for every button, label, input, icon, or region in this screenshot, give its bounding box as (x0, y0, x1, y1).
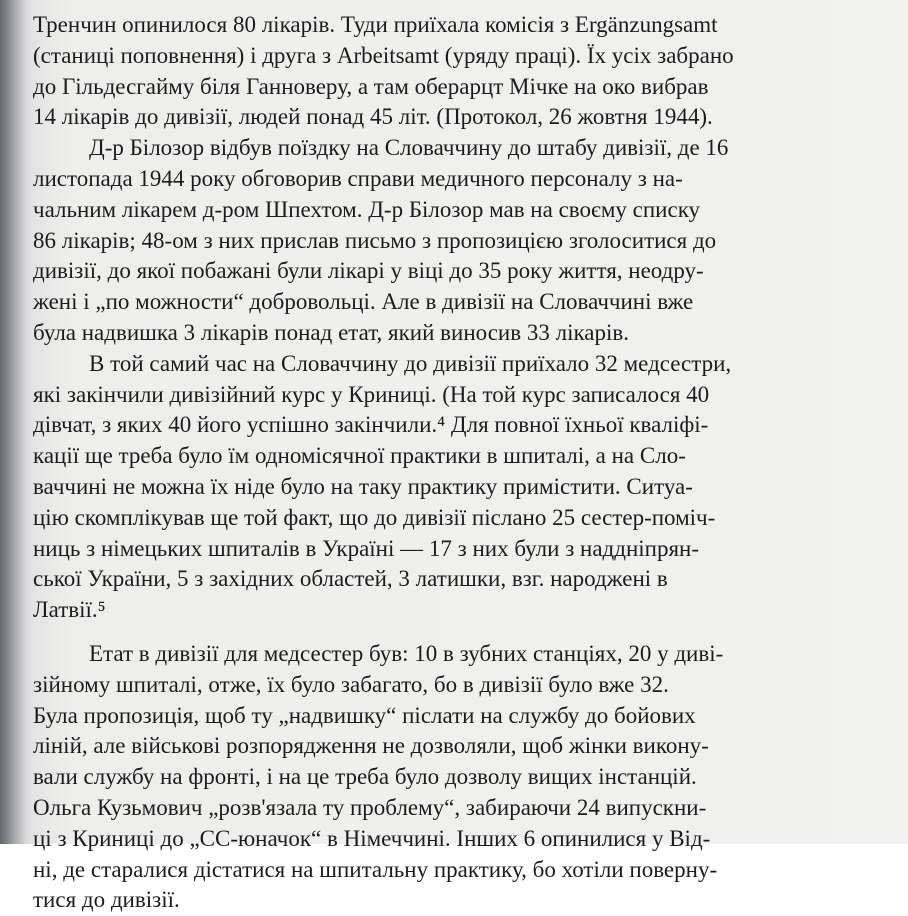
text-line: В той самий час на Словаччину до дивізії приїхало 32 медсестри, (89, 350, 732, 376)
text-line: Етат в дивізії для медсестер був: 10 в зубних станціях, 20 у диві- (89, 640, 724, 666)
text-line: 14 лікарів до дивізії, людей понад 45 літ. (Протокол, 26 жовтня 1944). (33, 104, 713, 130)
paragraph-2 (33, 133, 878, 349)
paragraph-3 (33, 349, 878, 626)
text-line: Ольга Кузьмович „розв'язала ту проблему“, забираючи 24 випускни- (33, 794, 707, 820)
text-line: Тренчин опинилося 80 лікарів. Туди приїхала комісія з Ergänzungsamt (33, 12, 718, 37)
text-line: дівчат, з яких 40 його успішно закінчили.⁴ Для повної їхньої кваліфі- (33, 412, 709, 438)
text-line: Була пропозиція, щоб ту „надвишку“ післати на службу до бойових (33, 702, 696, 728)
text-line: тися до дивізії. (33, 887, 180, 913)
binding-shadow (0, 0, 26, 844)
text-line: до Гільдесгайму біля Ганноверу, а там оберарцт Мічке на око вибрав (33, 73, 709, 99)
text-line: (станиці поповнення) і друга з Arbeitsamt (уряду праці). Їх усіх забрано (33, 42, 734, 68)
text-line: які закінчили дивізійний курс у Криниці. (На той курс записалося 40 (33, 381, 710, 407)
text-line: вали службу на фронті, і на це треба було дозволу вищих інстанцій. (33, 764, 697, 790)
paragraph-1 (33, 10, 878, 133)
text-line: 86 лікарів; 48-ом з них прислав письмо з пропозицією зголоситися до (33, 227, 717, 253)
text-line: ці з Криниці до „СС-юначок“ в Німеччині. Інших 6 опинилися у Від- (33, 825, 711, 851)
text-line: кації ще треба було їм одномісячної практики в шпиталі, а на Сло- (33, 443, 686, 469)
text-line: Д-р Білозор відбув поїздку на Словаччину до штабу дивізії, де 16 (89, 135, 729, 161)
text-line: дивізії, до якої побажані були лікарі у віці до 35 року життя, неодру- (33, 258, 704, 284)
text-line: чальним лікарем д-ром Шпехтом. Д-р Білозор мав на своєму списку (33, 196, 701, 222)
text-line: зійному шпиталі, отже, їх було забагато, бо в дивізії було вже 32. (33, 671, 669, 697)
paragraph-4 (33, 639, 878, 916)
text-line: ліній, але військові розпорядження не дозволяли, щоб жінки викону- (33, 733, 709, 759)
text-line: Латвії.⁵ (33, 597, 106, 623)
text-line: жені і „по можности“ добровольці. Але в дивізії на Словаччині вже (33, 289, 694, 315)
text-line: була надвишка 3 лікарів понад етат, який виносив 33 лікарів. (33, 319, 629, 345)
text-line: ні, де старалися дістатися на шпитальну практику, бо хотіли поверну- (33, 856, 718, 882)
text-line: цію скомплікував ще той факт, що до дивізії післано 25 сестер-поміч- (33, 504, 716, 530)
page-text (33, 10, 878, 916)
text-line: ської України, 5 з західних областей, 3 латишки, взг. народжені в (33, 566, 668, 592)
text-line: ваччині не можна їх ніде було на таку практику примістити. Ситуа- (33, 473, 693, 499)
text-line: листопада 1944 року обговорив справи медичного персоналу з на- (33, 165, 683, 191)
text-line: ниць з німецьких шпиталів в Україні — 17 з них були з наддніпрян- (33, 535, 700, 561)
